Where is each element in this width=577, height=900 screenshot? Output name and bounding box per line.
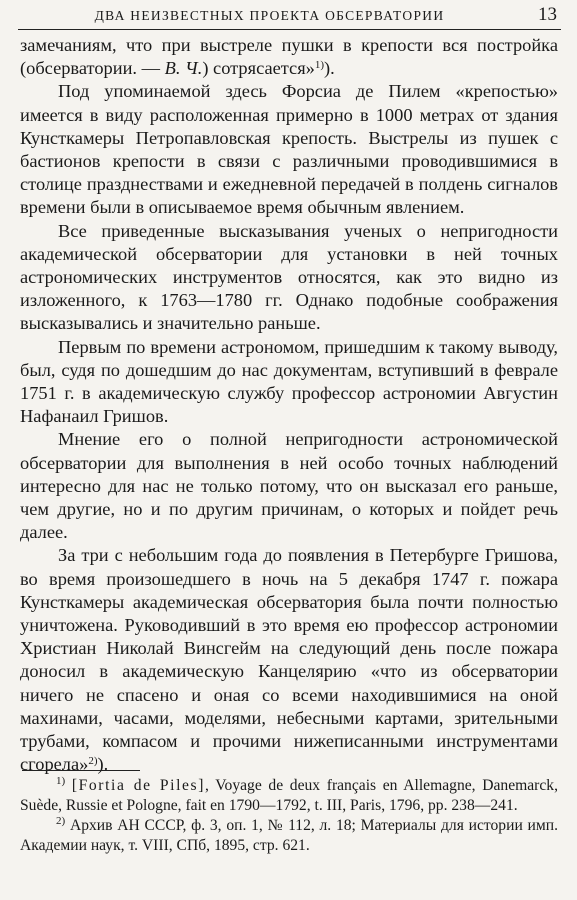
paragraph-2: Под упоминаемой здесь Форсиа де Пилем «крепостью» имеется в виду расположенная примерно в 1000 метрах от здания Кунсткамеры Петропавловская крепость. Выстрелы из пушек с бастионов крепости в связи с различными проводившимися в столице празднествами и ежедневной передачей в полдень сигналов времени были в описываемое время обычным явлением. [20,81,558,218]
author-initials: В. Ч. [164,58,203,79]
paragraph-6: За три с небольшим года до появления в Петербурге Гришова, во время произошедшего в ночь на 5 декабря 1747 г. пожара Кунсткамеры академическая обсерватория была почти полностью уничтожена. Руководивший в это время ею профессор астрономии Христиан Николай Винсгейм на следующий день после пожара доносил в академическую Канцелярию «что из обсерватории ничего не спасено и оная со всеми находившимися на оной махинами, часами, моделями, небесными картами, зрительными трубами, компасом и прочими нижеписанными инструментами сгорела»$^{2)}$). [20,545,558,775]
footnotes [20,776,558,856]
footnote-mark-1: 1) [56,775,66,787]
running-title: ДВА НЕИЗВЕСТНЫХ ПРОЕКТА ОБСЕРВАТОРИИ [94,8,445,23]
footnote-2: $^{2)}$ Архив АН СССР, ф. 3, оп. 1, № 112, л. 18; Материалы для истории имп. Академии наук, т. VIII, СПб, 1895, стр. 621. [20,815,558,854]
footnote-1: $^{1)}$ [Fortia de Piles], Voyage de deux français en Allemagne, Danemarck, Suède, Russie et Pologne, fait en 1790—1792, t. III, Paris, 1796, pp. 238—241. [20,775,558,814]
paragraph-3: Все приведенные высказывания ученых о непригодности академической обсерватории для установки в ней точных астрономических инструментов относятся, как это видно из изложенного, к 1763—1780 гг. Однако подобные соображения высказывались и значительно раньше. [20,220,558,334]
paragraph-1: замечаниям, что при выстреле пушки в крепости вся постройка (обсерватории. — В. Ч.) сотрясается»$^{1)}$). [20,35,558,79]
footnote-author: [Fortia de Piles] [71,777,206,794]
footnote-mark-2: 2) [56,815,66,827]
main-text [20,34,558,777]
page-number: 13 [538,4,557,25]
header-rule [18,29,561,30]
footnote-rule [22,770,140,771]
footnote-ref-2[interactable]: 2) [88,755,98,768]
running-head [18,4,561,30]
footnote-ref-1[interactable]: 1) [314,59,325,72]
paragraph-4: Первым по времени астрономом, пришедшим к такому выводу, был, судя по дошедшим до нас документам, вступивший в феврале 1751 г. в академическую службу профессор астрономии Августин Нафанаил Гришов. [20,336,558,427]
paragraph-5: Мнение его о полной непригодности астрономической обсерватории для выполнения в ней особо точных наблюдений интересно для нас не только потому, что он высказал его раньше, чем другие, но и по другим причинам, о которых и пойдет речь далее. [20,429,558,543]
